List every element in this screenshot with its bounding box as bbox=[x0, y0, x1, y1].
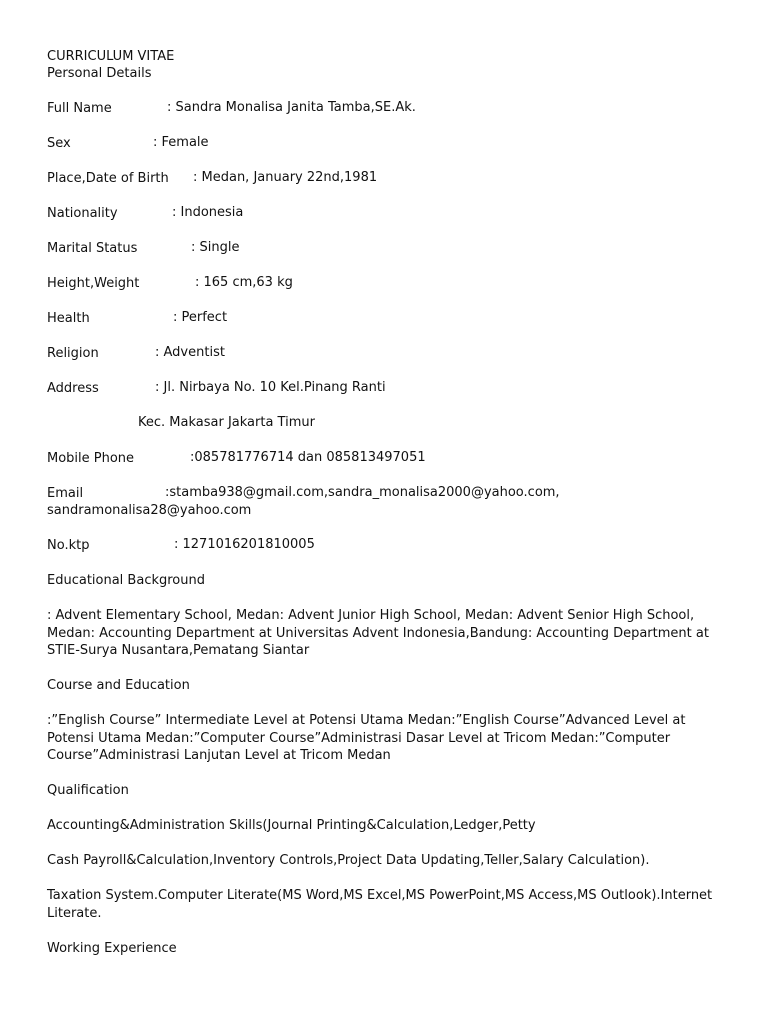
birth-label: Place,Date of Birth bbox=[47, 171, 169, 186]
document-title: CURRICULUM VITAE bbox=[47, 49, 175, 64]
full-name-value: : Sandra Monalisa Janita Tamba,SE.Ak. bbox=[167, 100, 416, 115]
section-heading-courses: Course and Education bbox=[47, 678, 190, 693]
height-weight-label: Height,Weight bbox=[47, 276, 140, 291]
mobile-phone-value: :085781776714 dan 085813497051 bbox=[190, 450, 426, 465]
email-value: :stamba938@gmail.com,sandra_monalisa2000@yahoo.com, bbox=[165, 485, 560, 500]
health-label: Health bbox=[47, 311, 90, 326]
ktp-value: : 1271016201810005 bbox=[174, 537, 315, 552]
address-label: Address bbox=[47, 381, 99, 396]
address-line-2: Kec. Makasar Jakarta Timur bbox=[138, 415, 315, 430]
mobile-phone-label: Mobile Phone bbox=[47, 451, 135, 466]
marital-status-value: : Single bbox=[191, 240, 240, 255]
nationality-value: : Indonesia bbox=[172, 205, 244, 220]
qualification-line-1: Accounting&Administration Skills(Journal Printing&Calculation,Ledger,Petty bbox=[47, 818, 536, 833]
email-line-2: sandramonalisa28@yahoo.com bbox=[47, 503, 252, 518]
full-name-label: Full Name bbox=[47, 101, 112, 116]
section-heading-working-experience: Working Experience bbox=[47, 941, 177, 956]
qualification-line-3: Taxation System.Computer Literate(MS Word,MS Excel,MS PowerPoint,MS Access,MS Outlook).Internet Literate. bbox=[47, 888, 713, 921]
section-heading-qualification: Qualification bbox=[47, 783, 129, 798]
marital-status-label: Marital Status bbox=[47, 241, 138, 256]
section-heading-personal-details: Personal Details bbox=[47, 66, 152, 81]
nationality-label: Nationality bbox=[47, 206, 118, 221]
birth-value: : Medan, January 22nd,1981 bbox=[193, 170, 378, 185]
education-text: : Advent Elementary School, Medan: Advent Junior High School, Medan: Advent Senior High School, Medan: Accounting Department at Universitas Advent Indonesia,Bandung: Accounting Department at STIE-Surya Nusantara,Pematang Siantar bbox=[47, 608, 709, 658]
sex-label: Sex bbox=[47, 136, 71, 151]
ktp-label: No.ktp bbox=[47, 538, 90, 553]
height-weight-value: : 165 cm,63 kg bbox=[195, 275, 293, 290]
address-value: : Jl. Nirbaya No. 10 Kel.Pinang Ranti bbox=[155, 380, 386, 395]
courses-text: :”English Course” Intermediate Level at Potensi Utama Medan:”English Course”Advanced Level at Potensi Utama Medan:”Computer Course”Administrasi Dasar Level at Tricom Medan:”Computer Course”Administrasi Lanjutan Level at Tricom Medan bbox=[47, 713, 686, 763]
religion-label: Religion bbox=[47, 346, 99, 361]
religion-value: : Adventist bbox=[155, 345, 225, 360]
health-value: : Perfect bbox=[173, 310, 228, 325]
sex-value: : Female bbox=[153, 135, 209, 150]
section-heading-education: Educational Background bbox=[47, 573, 205, 588]
email-label: Email bbox=[47, 486, 84, 501]
qualification-line-2: Cash Payroll&Calculation,Inventory Controls,Project Data Updating,Teller,Salary Calculation). bbox=[47, 853, 650, 868]
